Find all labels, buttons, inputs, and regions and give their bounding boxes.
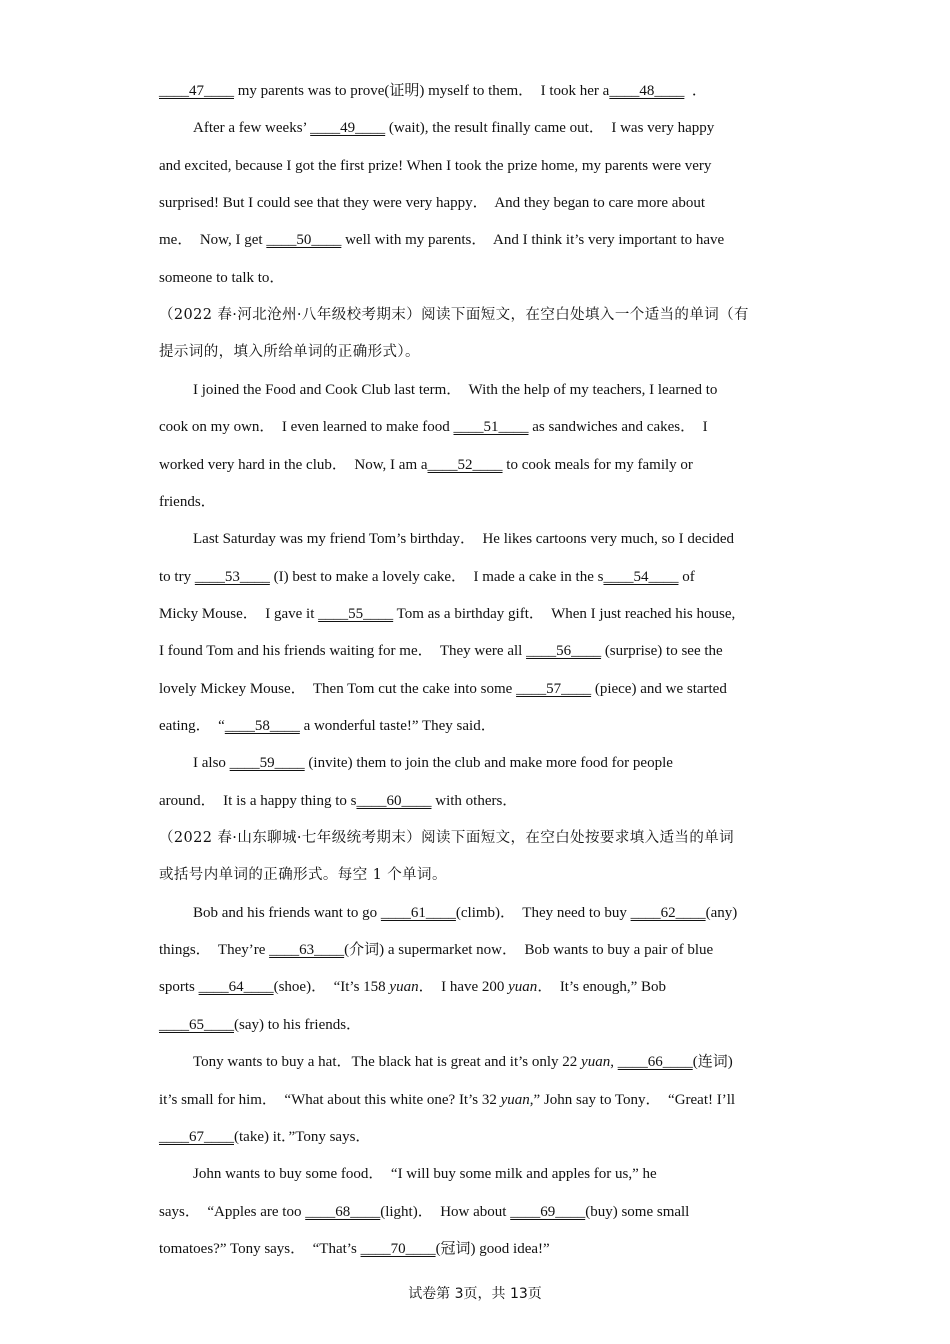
text-segment: someone to talk to．: [159, 270, 285, 286]
text-line: [193, 529, 734, 549]
text-line: [159, 417, 708, 437]
answer-blank: ____54____: [603, 569, 679, 585]
text-line: [159, 604, 735, 624]
answer-blank: ____63____: [269, 942, 345, 958]
text-segment: it’s small for him． “What about this white one? It’s 32: [159, 1092, 501, 1108]
text-segment: of: [678, 569, 695, 585]
answer-blank: ____62____: [630, 905, 706, 921]
text-line: [159, 492, 216, 512]
text-segment: (surprise) to see the: [601, 643, 723, 659]
answer-blank: ____65____: [159, 1017, 234, 1033]
text-segment: tomatoes?” Tony says． “That’s: [159, 1241, 361, 1257]
text-segment: ．: [684, 83, 707, 99]
text-segment: (I) best to make a lovely cake． I made a cake in the s: [269, 569, 604, 585]
text-segment: says． “Apples are too: [159, 1204, 306, 1220]
answer-blank: ____47____: [159, 83, 234, 99]
text-segment: ,” John say to Tony． “Great! I’ll: [529, 1092, 736, 1108]
text-line: [159, 268, 284, 288]
text-segment: friends．: [159, 494, 216, 510]
text-segment: lovely Mickey Mouse． Then Tom cut the cake into some: [159, 681, 517, 697]
answer-blank: ____70____: [360, 1241, 436, 1257]
text-line: [159, 1202, 689, 1222]
text-segment: Last Saturday was my friend Tom’s birthday． He likes cartoons very much, so I decided: [193, 531, 735, 547]
text-segment: to try: [159, 569, 195, 585]
text-line: [159, 977, 666, 997]
answer-blank: ____69____: [510, 1204, 586, 1220]
text-segment: (介词) a supermarket now． Bob wants to buy a pair of blue: [344, 942, 714, 958]
text-segment: John wants to buy some food． “I will buy some milk and apples for us,” he: [193, 1166, 657, 1182]
text-segment: around． It is a happy thing to s: [159, 793, 357, 809]
answer-blank: ____58____: [224, 718, 300, 734]
answer-blank: ____48____: [609, 83, 685, 99]
text-segment: (piece) and we started: [591, 681, 727, 697]
text-segment: (wait), the result finally came out． I was very happy: [385, 120, 715, 136]
text-segment: Micky Mouse． I gave it: [159, 606, 319, 622]
answer-blank: ____50____: [266, 232, 342, 248]
text-segment: Tony wants to buy a hat．The black hat is great and it’s only 22: [193, 1054, 582, 1070]
text-segment: (say) to his friends．: [234, 1017, 362, 1033]
text-line: [193, 118, 714, 138]
answer-blank: ____60____: [356, 793, 432, 809]
answer-blank: ____67____: [159, 1129, 234, 1145]
text-line: [159, 1239, 550, 1259]
text-segment: eating． “: [159, 718, 225, 734]
instruction-line: （2022 春·河北沧州·八年级校考期末）阅读下面短文，在空白处填入一个适当的单词（有: [159, 307, 749, 323]
text-segment: with others．: [431, 793, 518, 809]
answer-blank: ____53____: [194, 569, 270, 585]
text-segment: me． Now, I get: [159, 232, 267, 248]
text-segment: (any): [705, 905, 738, 921]
text-segment: I also: [193, 755, 230, 771]
text-line: [193, 1052, 733, 1072]
text-line: [193, 380, 717, 400]
text-segment: to cook meals for my family or: [502, 457, 693, 473]
text-segment: and excited, because I got the first prize! When I took the prize home, my parents were very: [159, 158, 712, 174]
text-line: [159, 1090, 735, 1110]
text-segment: Tom as a birthday gift． When I just reached his house,: [393, 606, 736, 622]
text-segment: (invite) them to join the club and make more food for people: [304, 755, 673, 771]
text-segment: things． They’re: [159, 942, 270, 958]
text-line: [159, 791, 517, 811]
text-line: [159, 81, 707, 101]
answer-blank: ____57____: [516, 681, 592, 697]
text-segment: well with my parents． And I think it’s very important to have: [341, 232, 725, 248]
text-line: [159, 1015, 361, 1035]
answer-blank: ____49____: [310, 120, 386, 136]
text-line: [193, 903, 737, 923]
text-line: [159, 679, 727, 699]
text-segment: (冠词) good idea!”: [435, 1241, 550, 1257]
italic-text: yuan: [389, 979, 419, 995]
answer-blank: ____68____: [305, 1204, 381, 1220]
text-segment: as sandwiches and cakes． I: [528, 419, 708, 435]
answer-blank: ____52____: [427, 457, 503, 473]
text-segment: (climb)． They need to buy: [455, 905, 631, 921]
page-footer: 试卷第 3页，共 13页: [408, 1286, 542, 1302]
instruction-line: 或括号内单词的正确形式。每空 1 个单词。: [159, 867, 447, 883]
text-segment: my parents was to prove(证明) myself to them． I took her a: [234, 83, 610, 99]
italic-text: yuan: [500, 1092, 530, 1108]
text-segment: I joined the Food and Cook Club last term． With the help of my teachers, I learned to: [193, 382, 718, 398]
text-segment: ． I have 200: [418, 979, 509, 995]
text-segment: (连词): [692, 1054, 733, 1070]
answer-blank: ____59____: [229, 755, 305, 771]
text-segment: ,: [610, 1054, 618, 1070]
text-segment: (light)． How about: [380, 1204, 511, 1220]
text-line: [159, 156, 711, 176]
text-line: [159, 567, 695, 587]
instruction-line: 提示词的，填入所给单词的正确形式）。: [159, 344, 420, 360]
text-segment: ． It’s enough,” Bob: [537, 979, 667, 995]
text-line: [193, 753, 673, 773]
text-segment: Bob and his friends want to go: [193, 905, 381, 921]
text-line: [193, 1164, 657, 1184]
text-segment: cook on my own． I even learned to make food: [159, 419, 454, 435]
text-segment: I found Tom and his friends waiting for me． They were all: [159, 643, 527, 659]
text-line: [159, 193, 705, 213]
text-line: [159, 230, 724, 250]
text-line: [159, 716, 496, 736]
answer-blank: ____55____: [318, 606, 394, 622]
italic-text: yuan: [581, 1054, 611, 1070]
text-segment: (take) it．”Tony says．: [234, 1129, 371, 1145]
answer-blank: ____61____: [380, 905, 456, 921]
text-segment: sports: [159, 979, 199, 995]
answer-blank: ____64____: [198, 979, 274, 995]
answer-blank: ____56____: [526, 643, 602, 659]
instruction-line: （2022 春·山东聊城·七年级统考期末）阅读下面短文，在空白处按要求填入适当的单词: [159, 830, 735, 846]
text-line: [159, 1127, 370, 1147]
text-segment: After a few weeks’: [193, 120, 311, 136]
text-segment: a wonderful taste!” They said．: [299, 718, 496, 734]
answer-blank: ____66____: [617, 1054, 693, 1070]
text-line: [159, 940, 713, 960]
text-segment: (buy) some small: [585, 1204, 690, 1220]
text-line: [159, 641, 723, 661]
answer-blank: ____51____: [453, 419, 529, 435]
italic-text: yuan: [508, 979, 538, 995]
text-segment: surprised! But I could see that they were very happy． And they began to care more about: [159, 195, 706, 211]
text-segment: (shoe)． “It’s 158: [273, 979, 390, 995]
text-segment: worked very hard in the club． Now, I am a: [159, 457, 428, 473]
text-line: [159, 455, 693, 475]
